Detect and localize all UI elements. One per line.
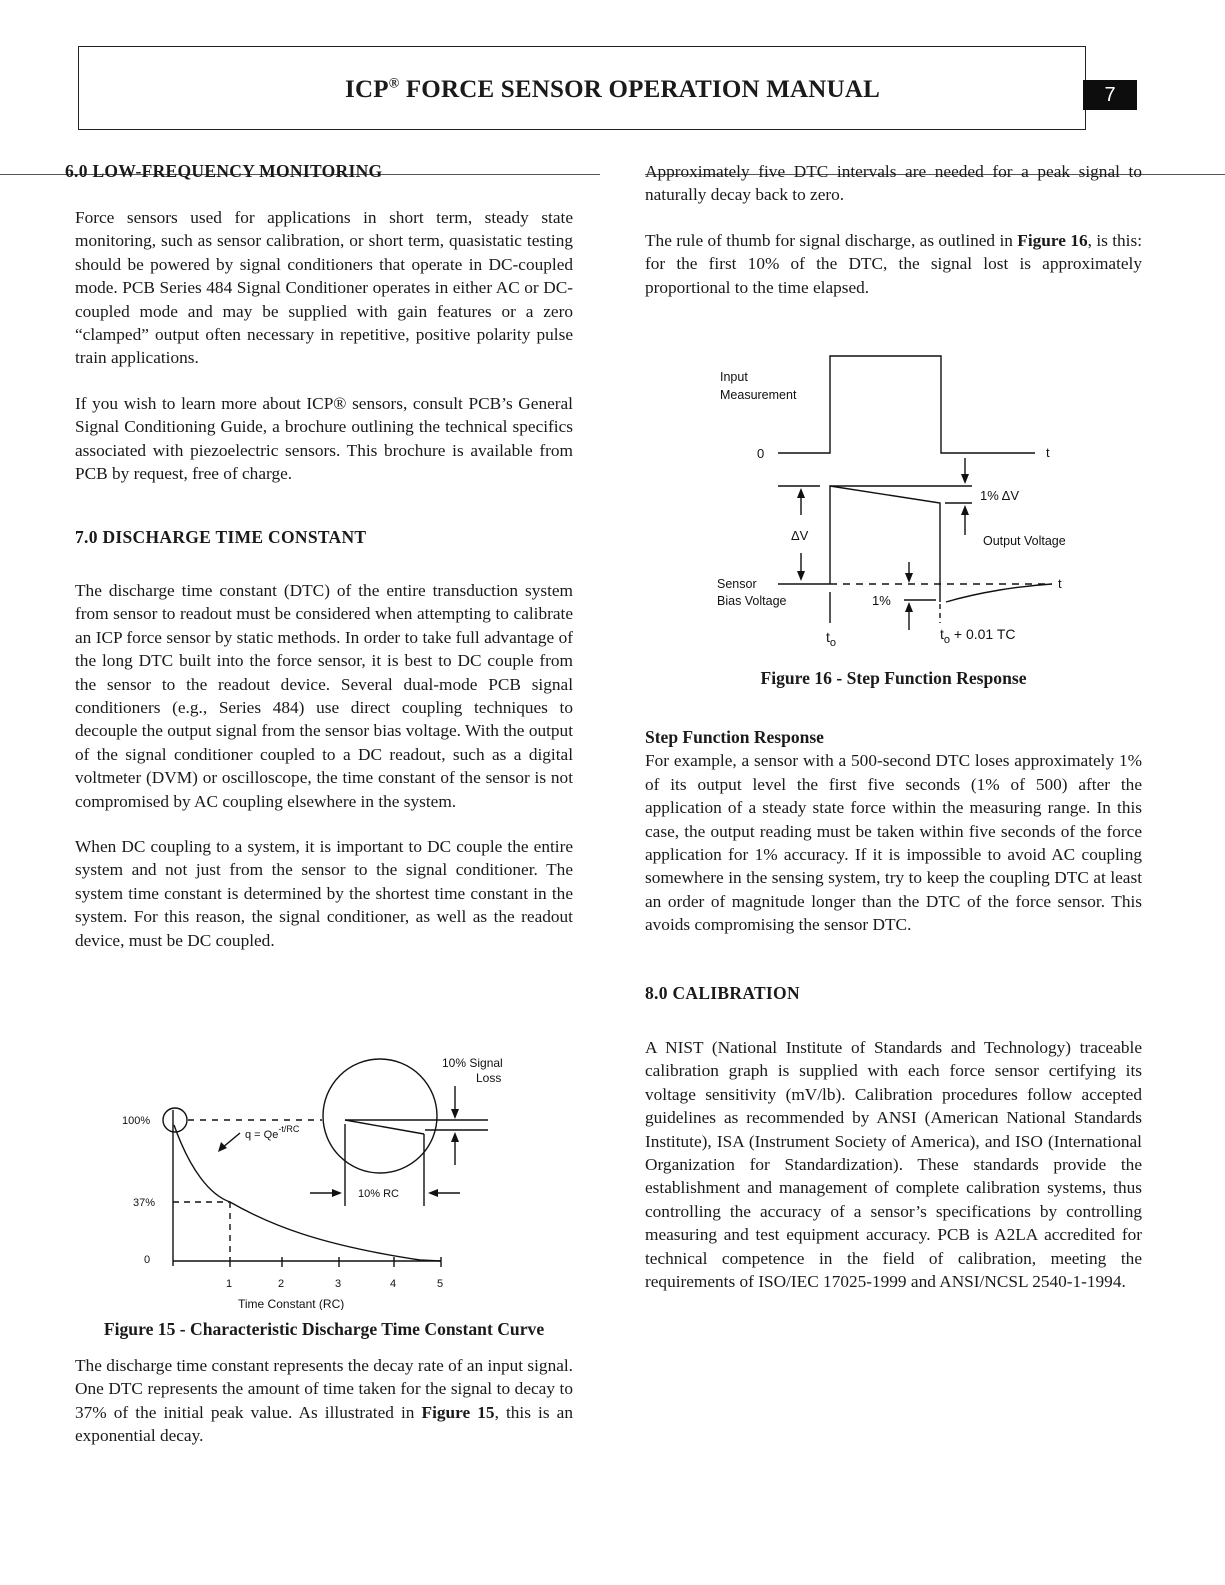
x-tick-4: 4: [390, 1278, 397, 1290]
sensor-label-1: Sensor: [717, 577, 757, 591]
output-voltage-label: Output Voltage: [983, 534, 1066, 548]
section-8-heading: 8.0 CALIBRATION: [645, 983, 800, 1003]
step-function-section: [645, 726, 1142, 937]
y-label-100: 100%: [122, 1115, 151, 1127]
page-title: ICP® FORCE SENSOR OPERATION MANUAL: [345, 76, 880, 103]
section-8-heading-wrap: [645, 982, 1142, 1005]
x-tick-5: 5: [437, 1278, 444, 1290]
t-axis-label-bottom: t: [1058, 576, 1062, 591]
after-figure-15-body: [75, 1354, 573, 1448]
section-8-body: [645, 1036, 1142, 1293]
x-tick-3: 3: [335, 1278, 342, 1290]
one-pct-label: 1%: [872, 593, 891, 608]
figure-16-caption: Figure 16 - Step Function Response: [760, 668, 1027, 688]
figure-15-discharge-curve: [100, 1040, 540, 1310]
x-tick-1: 1: [226, 1278, 233, 1290]
section-7-heading-wrap: [75, 526, 573, 549]
one-pct-delta-v: 1% ΔV: [980, 488, 1020, 503]
rule-of-thumb-paragraph: The rule of thumb for signal discharge, as outlined in Figure 16, is this: for the first 10% of the DTC, the signal lost is approximately proportional to the time elapsed.: [645, 230, 1142, 297]
right-column-top: [645, 160, 1142, 299]
zero-label: 0: [757, 446, 765, 461]
step-function-paragraph: For example, a sensor with a 500-second DTC loses approximately 1% of its output level the first five seconds (1% of 500) after the application of a steady state force within the measuring range. In this case, the output reading must be taken within five seconds of the force application for 1% accuracy. If it is impossible to avoid AC coupling somewhere in the sensing system, try to keep the coupling DTC at least an order of magnitude longer than the DTC of the force sensor. This avoids compromising the sensor DTC.: [645, 751, 1142, 935]
section-6-heading: 6.0 LOW-FREQUENCY MONITORING: [65, 161, 383, 181]
y-label-37: 37%: [133, 1197, 156, 1209]
after-figure-15-paragraph: The discharge time constant represents the decay rate of an input signal. One DTC represents the amount of time taken for the signal to decay to 37% of the initial peak value. As illustrated in Figure 15, this is an exponential decay.: [75, 1356, 573, 1446]
section-7-paragraph-2: When DC coupling to a system, it is important to DC couple the entire system and not just from the sensor to the signal conditioner. The system time constant is determined by the shortest time constant in the system. For this reason, the signal conditioner, as well as the readout device, must be DC coupled.: [75, 837, 573, 950]
section-6-body: [75, 206, 573, 485]
signal-loss-label-2: Loss: [476, 1071, 502, 1085]
t-axis-label-top: t: [1046, 445, 1050, 460]
t0-plus-label: $t_o + 0.01$ TC: [940, 626, 1016, 646]
section-6-paragraph-1: Force sensors used for applications in short term, steady state monitoring, such as sensor calibration, or short term, quasistatic testing should be powered by signal conditioners that operate in DC-coupled mode. PCB Series 484 Signal Conditioner operates in either AC or DC-coupled mode and may be supplied with gain features or a zero “clamped” output often necessary in repetitive, positive polarity pulse train applications.: [75, 208, 573, 368]
sensor-label-2: Bias Voltage: [717, 594, 787, 608]
figure-15-caption-wrap: [75, 1318, 573, 1341]
figure-15-caption: Figure 15 - Characteristic Discharge Time Constant Curve: [103, 1319, 545, 1339]
section-8-paragraph: A NIST (National Institute of Standards and Technology) traceable calibration graph is supplied with each force sensor certifying its voltage sensitivity (mV/lb). Calibration procedures follow accepted guidelines as recommended by ANSI (American National Standards Institute), ISA (Instrument Society of America), and ISO (International Organization for Standardization). These standards provide the establishment and management of complete calibration systems, thus controlling the accuracy of a sensor’s specifications by controlling measuring and test equipment accuracy. PCB is A2LA accredited for technical competence in the field of calibration, meeting the requirements of ISO/IEC 17025-1999 and ANSI/NCSL 2540-1-1994.: [645, 1038, 1142, 1292]
figure-16-caption-wrap: [645, 667, 1142, 690]
delta-v-label: ΔV: [791, 528, 809, 543]
page-number-badge: 7: [1083, 80, 1137, 110]
x-tick-2: 2: [278, 1278, 285, 1290]
figure-16-step-response: [690, 340, 1110, 660]
input-label-2: Measurement: [720, 388, 797, 402]
continued-paragraph: Approximately five DTC intervals are needed for a peak signal to naturally decay back to zero.: [645, 162, 1142, 205]
x-axis-label: Time Constant (RC): [238, 1297, 345, 1310]
equation: $q = Qe^{-t/RC}$: [245, 1124, 300, 1141]
section-7-heading: 7.0 DISCHARGE TIME CONSTANT: [75, 527, 367, 547]
section-7-paragraph-1: The discharge time constant (DTC) of the entire transduction system from sensor to readout must be considered when attempting to calibrate an ICP force sensor by static methods. In order to take full advantage of the long DTC built into the force sensor, it is best to DC couple from the sensor to the readout device. Several dual-mode PCB signal conditioners (e.g., Series 484) use direct coupling techniques to decouple the output signal from the sensor bias voltage. With the output of the signal conditioner coupled to a DC readout, such as a digital voltmeter (DVM) or oscilloscope, the time constant of the sensor is not compromised by AC coupling elsewhere in the system.: [75, 581, 573, 811]
signal-loss-label-1: 10% Signal: [442, 1056, 503, 1070]
ten-pct-rc-label: 10% RC: [358, 1188, 399, 1200]
input-label-1: Input: [720, 370, 748, 384]
section-7-body: [75, 579, 573, 952]
step-function-heading: Step Function Response: [645, 727, 824, 747]
section-6-paragraph-2: If you wish to learn more about ICP® sensors, consult PCB’s General Signal Conditioning Guide, a brochure outlining the technical specifics associated with piezoelectric sensors. This brochure is available from PCB by request, free of charge.: [75, 393, 573, 484]
y-label-0: 0: [144, 1254, 151, 1266]
left-column: [65, 160, 573, 183]
t0-label: $t_o$: [826, 629, 837, 649]
